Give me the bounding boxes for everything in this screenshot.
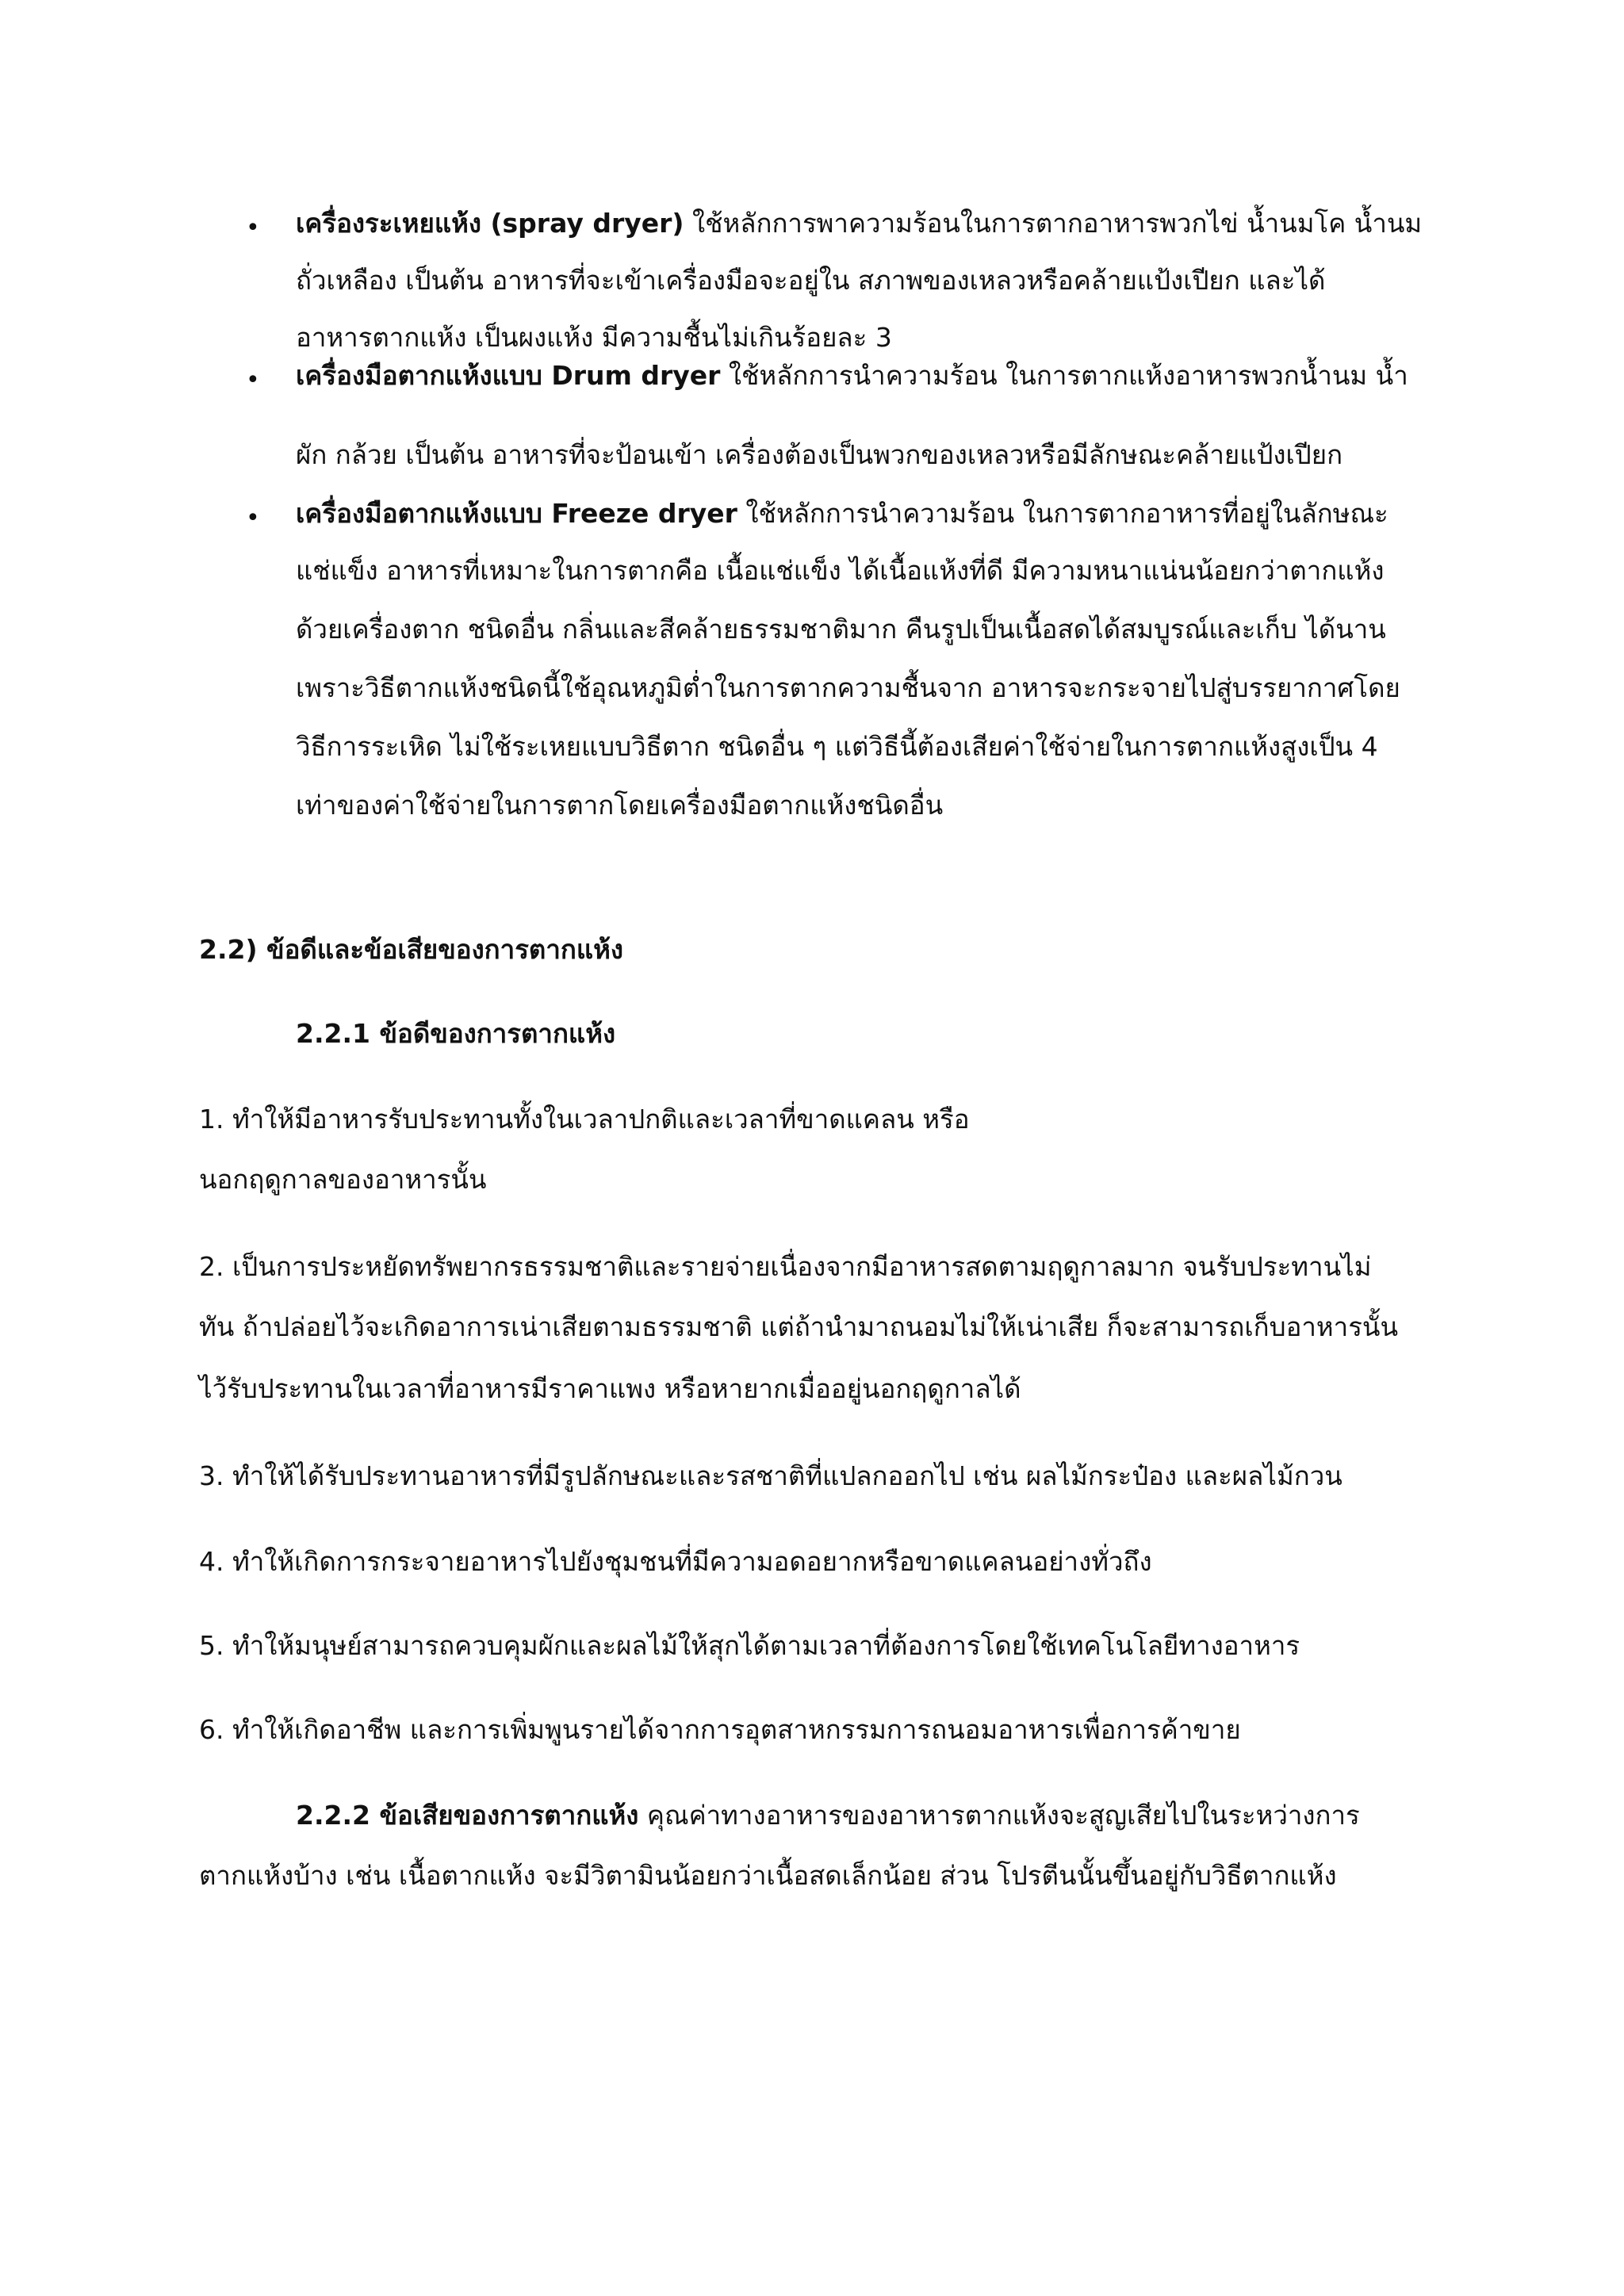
subsection-heading: 2.2.1 ข้อดีของการตากแห้ง xyxy=(296,1018,616,1049)
advantage-2-line-2: ทัน ถ้าปล่อยไว้จะเกิดอาการเน่าเสียตามธรรมชาติ แต่ถ้านำมาถนอมไม่ให้เน่าเสีย ก็จะสามารถเก็บอาหารนั้น xyxy=(199,1311,1399,1342)
advantage-5: 5. ทำให้มนุษย์สามารถควบคุมผักและผลไม้ให้สุกได้ตามเวลาที่ต้องการโดยใช้เทคโนโลยีทางอาหาร xyxy=(199,1630,1300,1661)
bullet-3-line-1: เครื่องมือตากแห้งแบบ Freeze dryer ใช้หลักการนำความร้อน ในการตากอาหารที่อยู่ในลักษณะ xyxy=(296,498,1388,529)
bullet-1-line-3: อาหารตากแห้ง เป็นผงแห้ง มีความชื้นไม่เกินร้อยละ 3 xyxy=(296,322,892,353)
bullet-2-line-1: เครื่องมือตากแห้งแบบ Drum dryer ใช้หลักการนำความร้อน ในการตากแห้งอาหารพวกน้ำนม น้ำ xyxy=(296,360,1408,391)
advantage-3: 3. ทำให้ได้รับประทานอาหารที่มีรูปลักษณะและรสชาติที่แปลกออกไป เช่น ผลไม้กระป๋อง และผลไม้กวน xyxy=(199,1460,1342,1491)
bullet-marker: • xyxy=(246,366,260,394)
disadvantage-line-2: ตากแห้งบ้าง เช่น เนื้อตากแห้ง จะมีวิตามินน้อยกว่าเนื้อสดเล็กน้อย ส่วน โปรตีนนั้นขึ้นอยู่กับวิธีตากแห้ง xyxy=(199,1860,1337,1891)
bullet-3-line-5: วิธีการระเหิด ไม่ใช้ระเหยแบบวิธีตาก ชนิดอื่น ๆ แต่วิธีนี้ต้องเสียค่าใช้จ่ายในการตากแห้งสูงเป็น 4 xyxy=(296,731,1378,762)
bullet-3-line-6: เท่าของค่าใช้จ่ายในการตากโดยเครื่องมือตากแห้งชนิดอื่น xyxy=(296,790,944,821)
advantage-4: 4. ทำให้เกิดการกระจายอาหารไปยังชุมชนที่มีความอดอยากหรือขาดแคลนอย่างทั่วถึง xyxy=(199,1546,1152,1577)
bullet-marker: • xyxy=(246,214,260,242)
bullet-1-line-1: เครื่องระเหยแห้ง (spray dryer) ใช้หลักการพาความร้อนในการตากอาหารพวกไข่ น้ำนมโค น้ำนม xyxy=(296,208,1423,239)
advantage-1-line-2: นอกฤดูกาลของอาหารนั้น xyxy=(199,1164,487,1195)
bullet-1-line-2: ถั่วเหลือง เป็นต้น อาหารที่จะเข้าเครื่องมือจะอยู่ใน สภาพของเหลวหรือคล้ายแป้งเปียก และได้ xyxy=(296,265,1326,296)
disadvantage-line-1: 2.2.2 ข้อเสียของการตากแห้ง คุณค่าทางอาหารของอาหารตากแห้งจะสูญเสียไปในระหว่างการ xyxy=(296,1800,1360,1831)
bullet-1-term: เครื่องระเหยแห้ง (spray dryer) xyxy=(296,208,684,239)
bullet-3-line-3: ด้วยเครื่องตาก ชนิดอื่น กลิ่นและสีคล้ายธรรมชาติมาก คืนรูปเป็นเนื้อสดได้สมบูรณ์และเก็บ ได้นาน xyxy=(296,614,1386,645)
bullet-3-term: เครื่องมือตากแห้งแบบ Freeze dryer xyxy=(296,498,737,529)
bullet-2-term: เครื่องมือตากแห้งแบบ Drum dryer xyxy=(296,360,721,391)
bullet-2-line-2: ผัก กล้วย เป็นต้น อาหารที่จะป้อนเข้า เครื่องต้องเป็นพวกของเหลวหรือมีลักษณะคล้ายแป้งเปียก xyxy=(296,439,1343,470)
advantage-1-line-1: 1. ทำให้มีอาหารรับประทานทั้งในเวลาปกติและเวลาที่ขาดแคลน หรือ xyxy=(199,1104,970,1135)
bullet-3-line-2: แช่แข็ง อาหารที่เหมาะในการตากคือ เนื้อแช่แข็ง ได้เนื้อแห้งที่ดี มีความหนาแน่นน้อยกว่าตากแห้ง xyxy=(296,555,1385,586)
bullet-marker: • xyxy=(246,504,260,532)
advantage-6: 6. ทำให้เกิดอาชีพ และการเพิ่มพูนรายได้จากการอุตสาหกรรมการถนอมอาหารเพื่อการค้าขาย xyxy=(199,1714,1241,1745)
advantage-2-line-1: 2. เป็นการประหยัดทรัพยากรธรรมชาติและรายจ่ายเนื่องจากมีอาหารสดตามฤดูกาลมาก จนรับประทานไม่ xyxy=(199,1251,1372,1282)
advantage-2-line-3: ไว้รับประทานในเวลาที่อาหารมีราคาแพง หรือหายากเมื่ออยู่นอกฤดูกาลได้ xyxy=(199,1373,1021,1404)
bullet-3-line-4: เพราะวิธีตากแห้งชนิดนี้ใช้อุณหภูมิต่ำในการตากความชื้นจาก อาหารจะกระจายไปสู่บรรยากาศโดย xyxy=(296,672,1400,703)
section-heading: 2.2) ข้อดีและข้อเสียของการตากแห้ง xyxy=(199,934,623,965)
disadvantage-term: 2.2.2 ข้อเสียของการตากแห้ง xyxy=(296,1800,639,1831)
